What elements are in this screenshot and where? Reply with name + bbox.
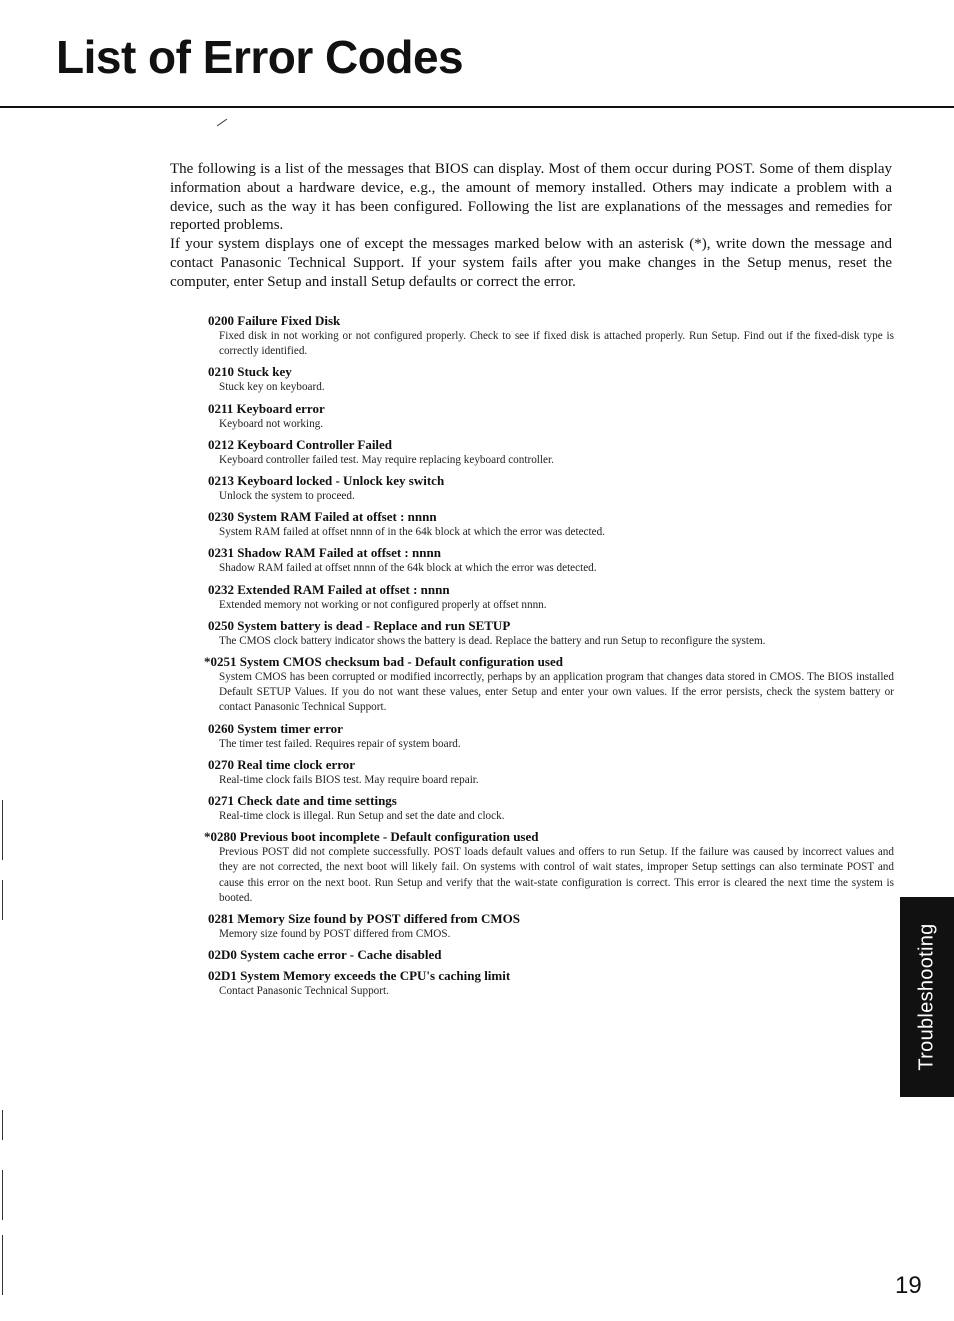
error-title: 0200 Failure Fixed Disk [208,313,341,328]
error-title: 0210 Stuck key [208,364,292,380]
error-description: Contact Panasonic Technical Support. [219,985,389,998]
section-tab-label: Troubleshooting [915,923,938,1071]
error-entry-0210 [204,363,894,395]
scan-edge-mark [2,1170,3,1220]
scan-edge-mark [2,800,3,860]
error-description: Real-time clock is illegal. Run Setup and set the date and clock. [219,810,505,823]
error-description: The CMOS clock battery indicator shows the battery is dead. Replace the battery and run Setup to reconfigure the system. [219,634,766,647]
error-entry-0212 [204,436,894,468]
error-entry-02d0 [204,946,894,963]
error-entry-0250 [204,617,894,649]
error-description: Unlock the system to proceed. [219,490,355,503]
error-entry-0260 [204,720,894,752]
error-title: 02D0 System cache error - Cache disabled [208,947,442,963]
error-entry-0211 [204,400,894,432]
error-entry-0231 [204,544,894,576]
scan-edge-mark [2,1235,3,1295]
section-tab [900,897,954,1097]
error-title: 0230 System RAM Failed at offset : nnnn [208,509,437,525]
scan-edge-mark [2,1110,3,1140]
error-description: Stuck key on keyboard. [219,381,325,394]
error-title: 0231 Shadow RAM Failed at offset : nnnn [208,545,441,561]
error-entry-0213 [204,472,894,504]
error-title: *0280 Previous boot incomplete - Default configuration used [204,829,539,845]
intro-paragraph-2: If your system displays one of except the messages marked below with an asterisk (*), write down the message and contact Panasonic Technical Support. If your system fails after you make changes in the Setup menus, reset the computer, enter Setup and install Setup defaults or correct the error. [170,236,892,290]
error-entry-0230 [204,508,894,540]
error-title: 0270 Real time clock error [208,756,356,772]
page-number: 19 [895,1272,922,1299]
stray-mark [217,119,227,127]
intro-text [170,160,892,292]
error-entry-0200 [204,312,894,359]
error-description: Shadow RAM failed at offset nnnn of the 64k block at which the error was detected. [219,562,597,575]
error-title: 0232 Extended RAM Failed at offset : nnnn [208,581,450,597]
error-description: Previous POST did not complete successfully. POST loads default values and offers to run Setup. If the failure was caused by incorrect values and they are not corrected, the next boot will likely fail. On systems with control of wait states, improper Setup settings can also terminate POST and cause this error on the next boot. Run Setup and verify that the wait-state configuration is correct. This error is cleared the next time the system is booted. [219,846,894,904]
error-description: Keyboard not working. [219,417,324,430]
title-rule [0,106,954,108]
error-description: System RAM failed at offset nnnn of in the 64k block at which the error was detected. [219,526,605,539]
error-entry-0281 [204,910,894,942]
error-description: Memory size found by POST differed from CMOS. [219,928,451,941]
error-entry-0280 [204,828,894,906]
error-title: 0250 System battery is dead - Replace and run SETUP [208,617,511,633]
error-title: 0260 System timer error [208,720,343,736]
error-description: Keyboard controller failed test. May require replacing keyboard controller. [219,453,554,466]
error-code-list [204,312,894,1003]
error-entry-0271 [204,792,894,824]
error-description: Extended memory not working or not configured properly at offset nnnn. [219,598,547,611]
error-entry-0251 [204,653,894,716]
error-title: 0211 Keyboard error [208,400,325,416]
error-entry-0270 [204,756,894,788]
error-title: 02D1 System Memory exceeds the CPU's caching limit [208,968,511,984]
error-title: *0251 System CMOS checksum bad - Default configuration used [204,654,563,670]
error-description: The timer test failed. Requires repair of system board. [219,737,461,750]
scan-edge-mark [2,880,3,920]
error-entry-02d1 [204,967,894,999]
intro-paragraph-1: The following is a list of the messages that BIOS can display. Most of them occur during POST. Some of them display information about a hardware device, e.g., the amount of memory installed. Others may indicate a problem with a device, such as the way it has been configured. Following the list are explanations of the messages and remedies for reported problems. [170,161,892,234]
error-description: Fixed disk in not working or not configured properly. Check to see if fixed disk is attached properly. Run Setup. Find out if the fixed-disk type is correctly identified. [219,330,894,358]
error-title: 0271 Check date and time settings [208,793,397,809]
error-description: Real-time clock fails BIOS test. May require board repair. [219,773,479,786]
page-title: List of Error Codes [56,31,464,83]
error-title: 0212 Keyboard Controller Failed [208,436,393,452]
error-title: 0281 Memory Size found by POST differed from CMOS [208,911,520,927]
error-description: System CMOS has been corrupted or modified incorrectly, perhaps by an application program that changes data stored in CMOS. The BIOS installed Default SETUP Values. If you do not want these values, enter Setup and enter your own values. If the error persists, check the system battery or contact Panasonic Technical Support. [219,671,894,714]
error-title: 0213 Keyboard locked - Unlock key switch [208,473,445,489]
error-entry-0232 [204,581,894,613]
